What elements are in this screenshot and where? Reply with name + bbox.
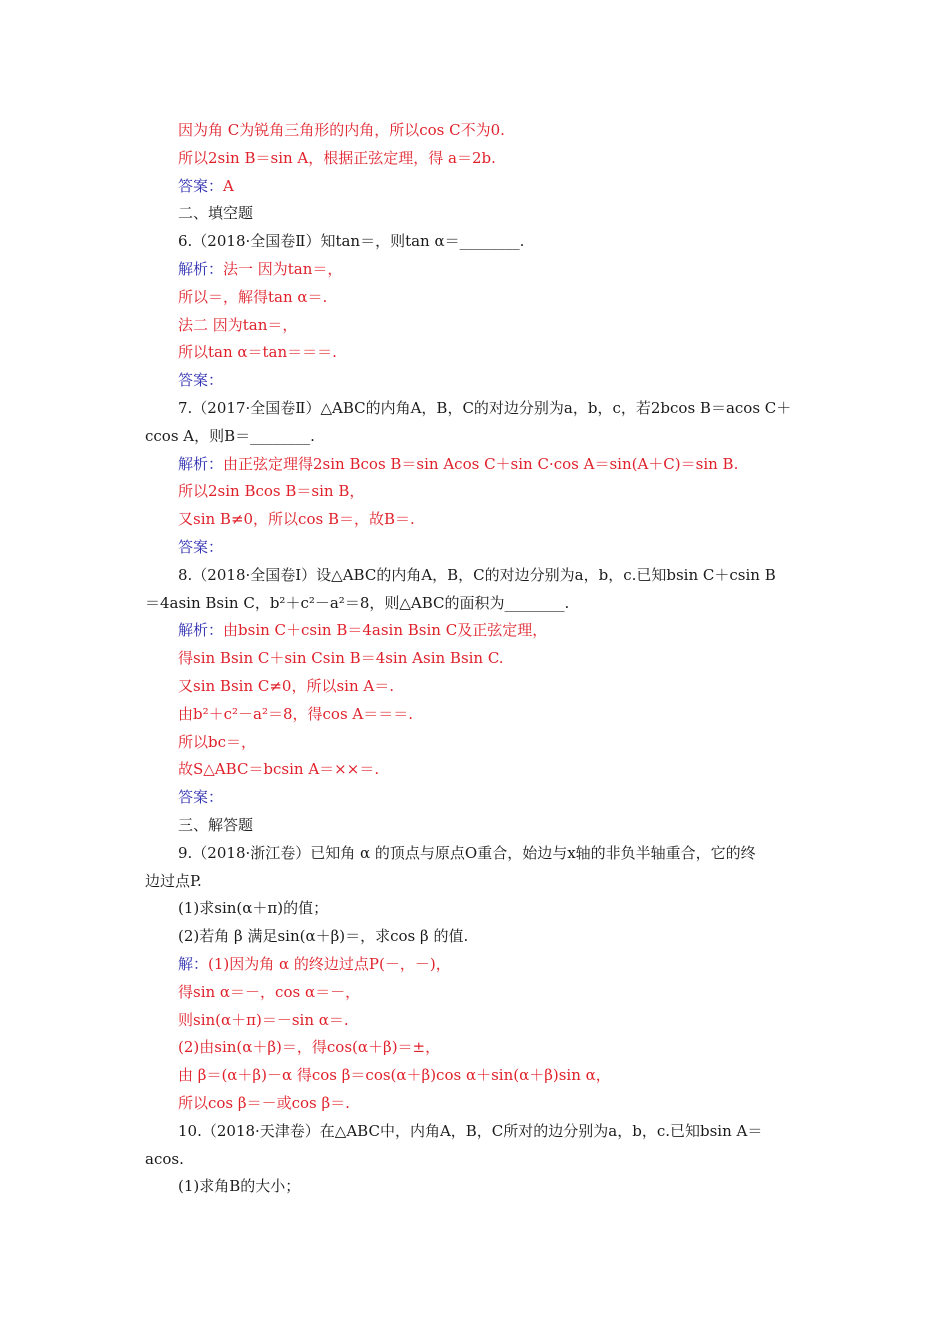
solution-line <box>178 954 451 974</box>
answer-label: 答案： <box>178 788 224 807</box>
line-text: 法二 因为tan＝， <box>178 315 298 334</box>
line-text: 9.（2018·浙江卷）已知角 α 的顶点与原点O重合，始边与x轴的非负半轴重合，它的终 <box>178 843 756 862</box>
line-text: 7.（2017·全国卷Ⅱ）△ABC的内角A，B，C的对边分别为a，b，c，若2bcos B＝acos C＋ <box>178 399 792 417</box>
text-line <box>178 203 253 223</box>
text-line <box>145 871 202 891</box>
text-line <box>178 843 756 863</box>
line-text: 得sin Bsin C＋sin Csin B＝4sin Asin Bsin C. <box>178 649 504 668</box>
text-line <box>178 926 468 946</box>
text-line <box>178 1037 440 1057</box>
text-line <box>178 1010 349 1030</box>
text-line <box>178 759 379 779</box>
line-text: 边过点P. <box>145 871 202 890</box>
answer-label: 解： <box>178 955 209 973</box>
solution-line <box>178 454 738 474</box>
line-text: 由正弦定理得2sin Bcos B＝sin Acos C＋sin C·cos A＝sin(A＋C)＝sin B. <box>223 454 739 473</box>
line-text: 所以cos β＝－或cos β＝. <box>178 1094 350 1112</box>
line-text: 因为角 C为锐角三角形的内角，所以cos C不为0. <box>178 121 505 139</box>
text-line <box>178 398 791 418</box>
answer-label: 解析： <box>178 621 224 640</box>
line-text: 由bsin C＋csin B＝4asin Bsin C及正弦定理， <box>223 621 548 640</box>
text-line <box>178 481 364 501</box>
text-line <box>178 898 328 918</box>
text-line <box>178 815 253 835</box>
solution-line <box>178 176 234 196</box>
text-line <box>178 565 776 585</box>
text-line <box>178 1121 762 1141</box>
solution-line <box>178 620 547 640</box>
line-text: (1)因为角 α 的终边过点P(－，－)， <box>208 955 451 973</box>
line-text: 又sin B≠0，所以cos B＝，故B＝. <box>178 510 415 529</box>
text-line <box>178 287 327 307</box>
line-text: 所以＝，解得tan α＝. <box>178 287 328 306</box>
text-line <box>178 342 337 362</box>
answer-label: 答案： <box>178 371 224 390</box>
line-text: 所以2sin B＝sin A，根据正弦定理，得 a＝2b. <box>178 148 496 167</box>
line-text: ccos A，则B＝________. <box>145 426 315 445</box>
line-text: ＝4asin Bsin C，b²＋c²－a²＝8，则△ABC的面积为________. <box>145 593 570 612</box>
line-text: 法一 因为tan＝， <box>223 260 343 278</box>
line-text: 得sin α＝－，cos α＝－， <box>178 982 361 1001</box>
line-text: acos. <box>145 1149 184 1168</box>
line-text: 6.（2018·全国卷Ⅱ）知tan＝，则tan α＝________. <box>178 232 525 251</box>
line-text: 由 β＝(α＋β)－α 得cos β＝cos(α＋β)cos α＋sin(α＋β)sin α， <box>178 1066 611 1085</box>
text-line <box>178 982 360 1002</box>
line-text: 8.（2018·全国卷Ⅰ）设△ABC的内角A，B，C的对边分别为a，b，c.已知bsin C＋csin B <box>178 565 776 584</box>
line-text: (2)由sin(α＋β)＝，得cos(α＋β)＝±， <box>178 1038 441 1057</box>
text-line <box>178 1093 350 1113</box>
line-text: 所以2sin Bcos B＝sin B， <box>178 482 365 501</box>
solution-line <box>178 259 342 279</box>
answer-label: 答案： <box>178 176 224 195</box>
line-text: 又sin Bsin C≠0，所以sin A＝. <box>178 677 394 695</box>
text-line <box>178 1065 611 1085</box>
answer-label: 解析： <box>178 454 224 473</box>
text-line <box>178 704 413 724</box>
line-text: 二、填空题 <box>178 204 254 223</box>
line-text: 故S△ABC＝bcsin A＝××＝. <box>178 760 380 779</box>
text-line <box>178 648 504 668</box>
solution-line <box>178 370 223 390</box>
text-line <box>178 1176 300 1196</box>
text-line <box>145 1149 184 1169</box>
answer-label: 答案： <box>178 538 224 556</box>
line-text: 所以bc＝， <box>178 732 257 751</box>
line-text: 由b²＋c²－a²＝8，得cos A＝＝＝. <box>178 704 414 723</box>
text-line <box>145 426 315 446</box>
text-line <box>178 509 415 529</box>
line-text: (1)求角B的大小； <box>178 1177 301 1196</box>
line-text: 所以tan α＝tan＝＝＝. <box>178 343 337 362</box>
line-text: 则sin(α＋π)＝－sin α＝. <box>178 1010 349 1029</box>
solution-line <box>178 787 223 807</box>
line-text: 三、解答题 <box>178 816 254 834</box>
text-line <box>145 593 569 613</box>
text-line <box>178 148 496 168</box>
answer-label: 解析： <box>178 260 224 278</box>
solution-line <box>178 537 223 557</box>
text-line <box>178 732 256 752</box>
text-line <box>178 676 394 696</box>
line-text: A <box>223 176 234 195</box>
line-text: (1)求sin(α＋π)的值； <box>178 899 329 918</box>
text-line <box>178 315 297 335</box>
text-line <box>178 120 505 140</box>
line-text: 10.（2018·天津卷）在△ABC中，内角A，B，C所对的边分别为a，b，c.已知bsin A＝ <box>178 1121 763 1140</box>
text-line <box>178 231 524 251</box>
line-text: (2)若角 β 满足sin(α＋β)＝，求cos β 的值. <box>178 927 469 946</box>
